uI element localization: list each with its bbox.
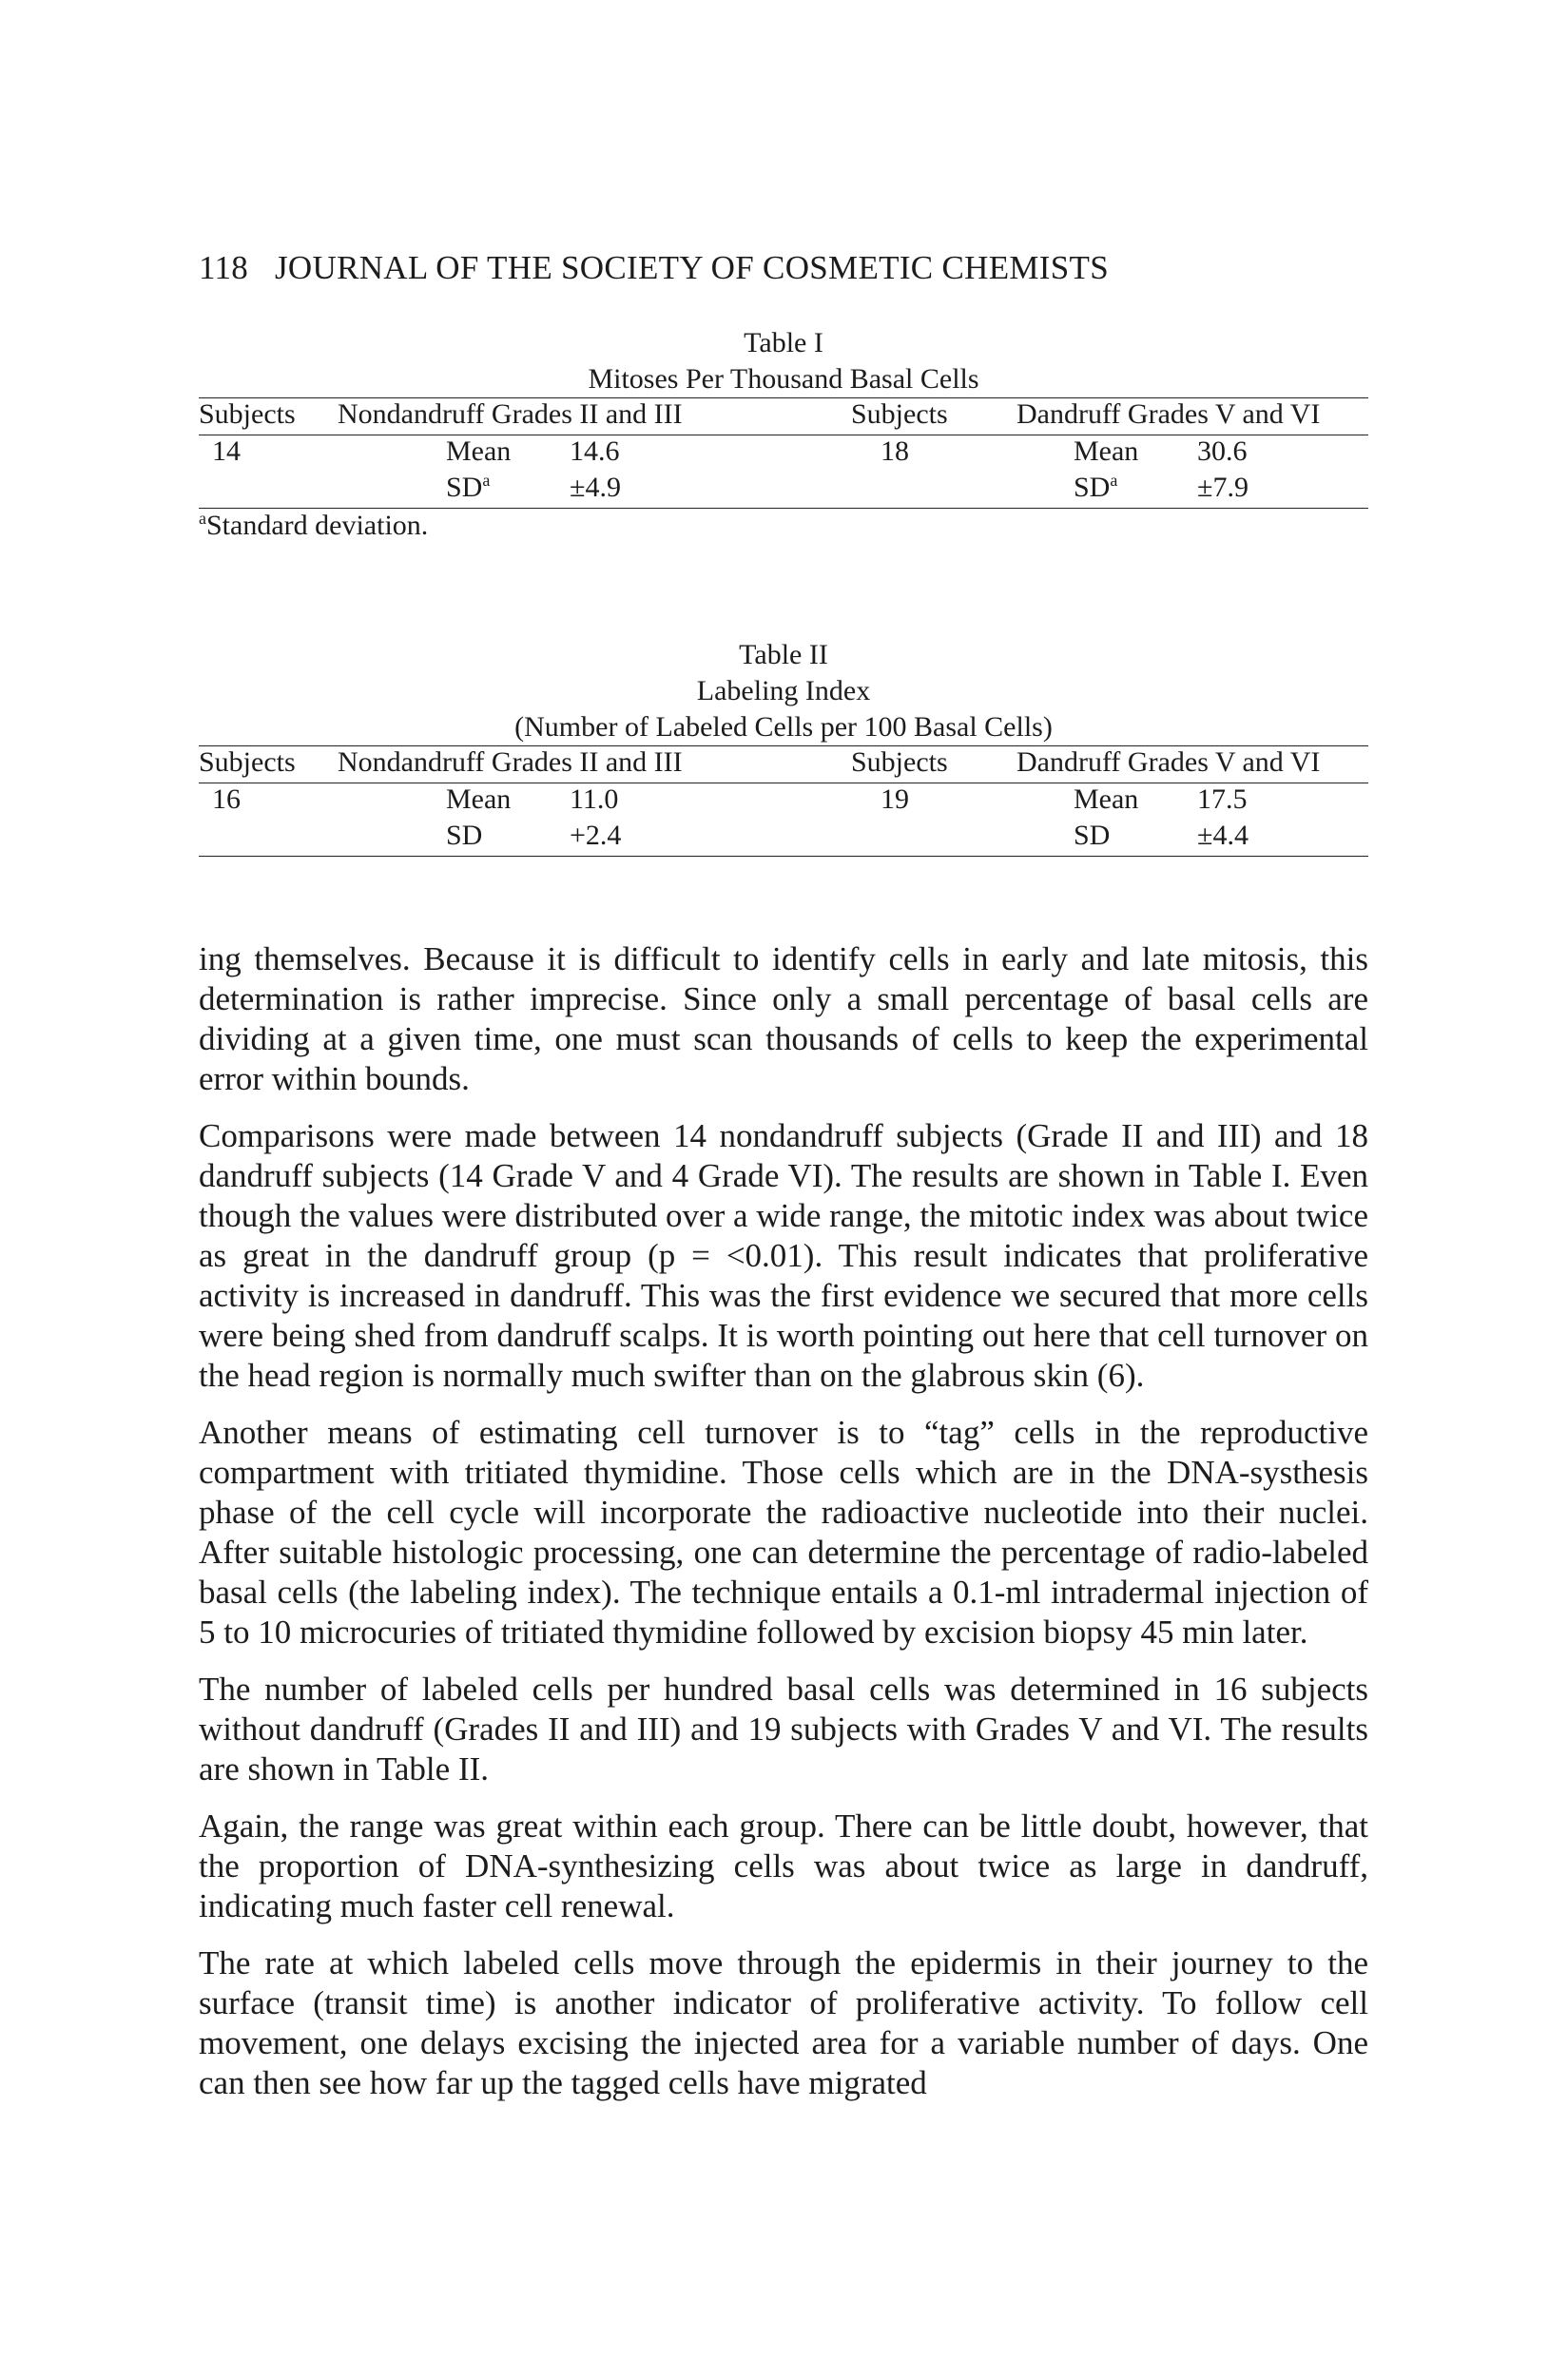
table-2-bottom-rule: [199, 856, 1368, 857]
table-2-title: Labeling Index: [696, 675, 871, 706]
table-1-sd-label-a: [446, 472, 490, 504]
table-2-mean-b: 17.5: [1197, 783, 1248, 815]
table-1-mean-a: 14.6: [570, 435, 620, 467]
table-2-col-group-a: Nondandruff Grades II and III: [338, 746, 683, 778]
table-1-sd-label-b: [1074, 472, 1117, 504]
table-1-col-subjects-b: Subjects: [851, 398, 948, 430]
table-1-title: Mitoses Per Thousand Basal Cells: [588, 363, 979, 395]
table-2-sd-a: +2.4: [570, 820, 622, 851]
paragraph-continued: ing themselves. Because it is difficult to identify cells in early and late mitosis, this determination is rather imprecise. Since only a small percentage of basal cells are dividing at a given time, one must scan thousands of cells to keep the experimental error within bounds.: [199, 940, 1368, 1097]
table-1-label: Table I: [744, 327, 823, 358]
table-1-sd-row: [199, 472, 1368, 508]
table-2-col-group-b: Dandruff Grades V and VI: [1016, 746, 1321, 778]
table-1-mean-b: 30.6: [1197, 435, 1248, 467]
paragraph-labeled-cells-count: The number of labeled cells per hundred basal cells was determined in 16 subjects without dandruff (Grades II and III) and 19 subjects with Grades V and VI. The results are shown in Table II.: [199, 1671, 1368, 1788]
table-1-mean-row: [199, 435, 1368, 472]
table-1-sd-footnote-mark-b: a: [1110, 471, 1118, 490]
journal-title: JOURNAL OF THE SOCIETY OF COSMETIC CHEMISTS: [275, 249, 1109, 286]
paragraph-tritiated-thymidine: Another means of estimating cell turnover is to “tag” cells in the reproductive compartment with tritiated thymidine. Those cells which are in the DNA-systhesis phase of the cell cycle will incorporate the radioactive nucleotide into their nuclei. After suitable histologic processing, one can determine the percentage of radio-labeled basal cells (the labeling index). The technique entails a 0.1-ml intradermal injection of 5 to 10 microcuries of tritiated thymidine followed by excision biopsy 45 min later.: [199, 1414, 1368, 1651]
table-2-label: Table II: [739, 639, 828, 670]
table-1-sd-a: ±4.9: [570, 472, 621, 503]
paragraph-mitotic-comparison: Comparisons were made between 14 nondandruff subjects (Grade II and III) and 18 dandruff subjects (14 Grade V and 4 Grade VI). The results are shown in Table I. Even though the values were distributed over a wide range, the mitotic index was about twice as great in the dandruff group (p = <0.01). This result indicates that proliferative activity is increased in dandruff. This was the first evidence we secured that more cells were being shed from dandruff scalps. It is worth pointing out here that cell turnover on the head region is normally much swifter than on the glabrous skin (6).: [199, 1117, 1368, 1394]
table-2-mean-label-b: Mean: [1074, 783, 1139, 815]
body-text: [199, 939, 1368, 2120]
table-2-col-subjects-a: Subjects: [199, 746, 296, 778]
table-1-footnote-mark: a: [199, 509, 206, 528]
paragraph-range-within-group: Again, the range was great within each group. There can be little doubt, however, that the proportion of DNA-synthesizing cells was about twice as large in dandruff, indicating much faster cell renewal.: [199, 1807, 1368, 1924]
table-2-n-a: 16: [212, 783, 241, 815]
table-2-subtitle: (Number of Labeled Cells per 100 Basal Cells): [514, 711, 1053, 743]
table-1-n-b: 18: [881, 435, 909, 467]
table-2-col-subjects-b: Subjects: [851, 746, 948, 778]
table-1: [199, 325, 1368, 543]
table-2-mean-label-a: Mean: [446, 783, 512, 815]
table-2-n-b: 19: [881, 783, 909, 815]
table-2-sd-label-b: SD: [1074, 820, 1111, 851]
table-1-sd-text-b: SD: [1074, 472, 1111, 503]
table-1-header-row: [199, 398, 1368, 435]
table-2-mean-a: 11.0: [570, 783, 619, 815]
paragraph-transit-time: The rate at which labeled cells move through the epidermis in their journey to the surface (transit time) is another indicator of proliferative activity. To follow cell movement, one delays excising the injected area for a variable number of days. One can then see how far up the tagged cells have migrated: [199, 1944, 1368, 2101]
table-2-mean-row: [199, 783, 1368, 820]
page-number: 118: [199, 249, 249, 286]
table-2-sd-label-a: SD: [446, 820, 483, 851]
table-2-sd-b: ±4.4: [1197, 820, 1249, 851]
table-1-mean-label-a: Mean: [446, 435, 512, 467]
table-1-footnote-text: Standard deviation.: [206, 510, 429, 541]
table-2-sd-row: [199, 820, 1368, 856]
table-1-sd-text-a: SD: [446, 472, 483, 503]
table-1-col-group-b: Dandruff Grades V and VI: [1016, 398, 1321, 430]
table-2: [199, 637, 1368, 857]
table-1-sd-b: ±7.9: [1197, 472, 1249, 503]
table-1-col-group-a: Nondandruff Grades II and III: [338, 398, 683, 430]
table-1-mean-label-b: Mean: [1074, 435, 1139, 467]
table-1-sd-footnote-mark-a: a: [482, 471, 491, 490]
table-1-col-subjects-a: Subjects: [199, 398, 296, 430]
running-header: [199, 249, 1368, 287]
table-1-n-a: 14: [212, 435, 241, 467]
table-1-footnote: [199, 509, 1368, 543]
table-2-header-row: [199, 746, 1368, 783]
